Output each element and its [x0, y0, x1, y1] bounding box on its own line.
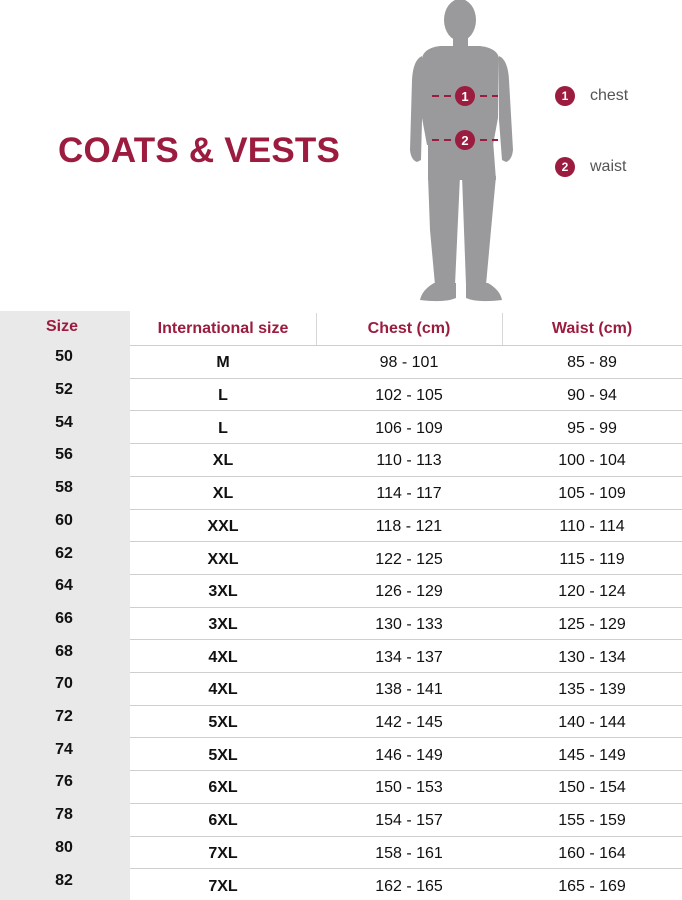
chest-range-value: 130 - 133 — [375, 615, 443, 633]
table-row-rule — [130, 541, 682, 542]
table-row-rule — [130, 705, 682, 706]
chest-range-value: 118 - 121 — [375, 517, 443, 535]
international-size-value: 3XL — [208, 583, 238, 601]
table-row-rule — [130, 836, 682, 837]
international-size-value: 4XL — [208, 648, 238, 666]
size-value: 76 — [55, 773, 73, 791]
size-value: 64 — [55, 577, 73, 595]
size-value: 70 — [55, 675, 73, 693]
waist-range-value: 120 - 124 — [558, 583, 626, 601]
chest-range-value: 110 - 113 — [376, 452, 442, 470]
size-value: 62 — [55, 544, 73, 562]
size-column-header: Size — [45, 318, 78, 335]
waist-range-value: 140 - 144 — [558, 714, 626, 732]
size-value: 82 — [55, 871, 73, 889]
size-value: 78 — [55, 806, 73, 824]
chest-range-value: 138 - 141 — [375, 681, 443, 699]
international-size-value: XL — [212, 452, 234, 470]
size-value: 60 — [55, 511, 73, 529]
chest-marker-number: 1 — [461, 89, 469, 104]
chest-range-value: 162 - 165 — [375, 877, 443, 895]
size-value: 80 — [55, 838, 73, 856]
international-size-value: 6XL — [208, 812, 238, 830]
chest-range-value: 114 - 117 — [376, 485, 442, 503]
size-value: 50 — [55, 348, 73, 366]
table-row-rule — [130, 476, 682, 477]
waist-range-value: 110 - 114 — [559, 517, 625, 535]
waist-range-value: 105 - 109 — [558, 485, 626, 503]
waist-range-value: 160 - 164 — [558, 844, 626, 862]
size-value: 74 — [55, 740, 73, 758]
waist-range-value: 90 - 94 — [567, 387, 617, 405]
international-size-value: 5XL — [208, 746, 238, 764]
international-size-value: XXL — [207, 517, 239, 535]
waist-range-value: 115 - 119 — [559, 550, 625, 568]
chest-range-value: 142 - 145 — [375, 714, 443, 732]
international-size-value: 6XL — [208, 779, 238, 797]
chest-range-value: 146 - 149 — [375, 746, 443, 764]
waist-range-value: 150 - 154 — [558, 779, 626, 797]
international-size-header: International size — [157, 320, 289, 337]
size-value: 54 — [55, 413, 73, 431]
waist-range-value: 95 - 99 — [567, 419, 617, 437]
header-divider — [316, 313, 317, 346]
table-row-rule — [130, 574, 682, 575]
waist-range-value: 100 - 104 — [558, 452, 626, 470]
international-size-value: 5XL — [208, 714, 238, 732]
table-row-rule — [130, 868, 682, 869]
international-size-value: XL — [212, 485, 234, 503]
waist-range-value: 130 - 134 — [558, 648, 626, 666]
table-row-rule — [130, 672, 682, 673]
legend-number-badge: 2 — [555, 157, 575, 177]
international-size-value: L — [218, 419, 228, 437]
table-row-rule — [130, 378, 682, 379]
chest-range-value: 150 - 153 — [375, 779, 443, 797]
size-value: 58 — [55, 479, 73, 497]
international-size-value: M — [216, 354, 230, 372]
chest-range-value: 134 - 137 — [375, 648, 443, 666]
chest-header: Chest (cm) — [367, 320, 451, 337]
legend-label: chest — [590, 87, 629, 104]
table-row-rule — [130, 737, 682, 738]
size-value: 68 — [55, 642, 73, 660]
chest-range-value: 102 - 105 — [375, 387, 443, 405]
legend-number-badge: 1 — [555, 86, 575, 106]
waist-range-value: 85 - 89 — [567, 354, 617, 372]
header-divider — [502, 313, 503, 346]
table-row-rule — [130, 509, 682, 510]
size-value: 72 — [55, 708, 73, 726]
size-value: 66 — [55, 609, 73, 627]
table-header-rule — [130, 345, 682, 346]
table-row-rule — [130, 443, 682, 444]
table-row-rule — [130, 803, 682, 804]
chest-range-value: 122 - 125 — [375, 550, 443, 568]
table-row-rule — [130, 607, 682, 608]
size-value: 56 — [55, 446, 73, 464]
legend-item-chest — [555, 86, 675, 106]
international-size-value: 3XL — [208, 615, 238, 633]
chest-range-value: 154 - 157 — [375, 812, 443, 830]
international-size-value: L — [218, 387, 228, 405]
international-size-value: 7XL — [208, 844, 238, 862]
chest-range-value: 106 - 109 — [375, 419, 443, 437]
international-size-value: XXL — [207, 550, 239, 568]
waist-range-value: 155 - 159 — [558, 812, 626, 830]
waist-range-value: 125 - 129 — [558, 615, 626, 633]
waist-range-value: 145 - 149 — [558, 746, 626, 764]
international-size-value: 7XL — [208, 877, 238, 895]
waist-marker-number: 2 — [461, 133, 469, 148]
international-size-value: 4XL — [208, 681, 238, 699]
body-figure-illustration — [400, 0, 530, 310]
chest-range-value: 98 - 101 — [379, 354, 439, 372]
size-value: 52 — [55, 381, 73, 399]
waist-range-value: 135 - 139 — [558, 681, 626, 699]
waist-range-value: 165 - 169 — [558, 877, 626, 895]
table-row-rule — [130, 410, 682, 411]
chest-range-value: 158 - 161 — [375, 844, 443, 862]
table-row-rule — [130, 770, 682, 771]
legend-item-waist — [555, 157, 675, 177]
waist-header: Waist (cm) — [551, 320, 633, 337]
page-title: COATS & VESTS — [58, 131, 340, 170]
legend-label: waist — [590, 158, 627, 175]
table-row-rule — [130, 639, 682, 640]
chest-range-value: 126 - 129 — [375, 583, 443, 601]
body-silhouette — [410, 0, 513, 301]
